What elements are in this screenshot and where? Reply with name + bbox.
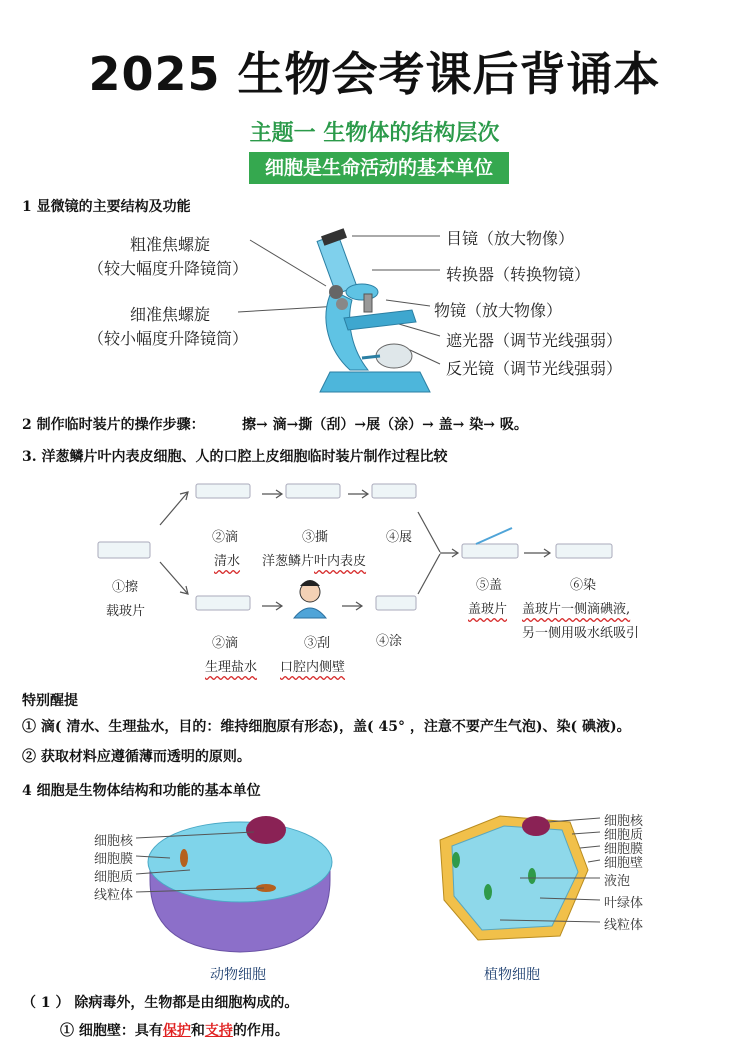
coarse-focus-desc: （较大幅度升降镜筒） [88, 259, 249, 278]
section-banner: 细胞是生命活动的基本单位 [249, 152, 509, 184]
footer-line1: （ 1 ） 除病毒外，生物都是由细胞构成的。 [22, 995, 299, 1011]
fine-focus-label: 细准焦螺旋 [130, 305, 211, 324]
upper-step4-num: ④展 [386, 530, 413, 545]
step1-text: 载玻片 [106, 604, 146, 619]
lower-step4-num: ④涂 [376, 634, 403, 649]
step6-num: ⑥染 [570, 578, 597, 593]
footer-line2-pre: ① 细胞壁：具有 [60, 1023, 163, 1039]
microscope-icon [317, 228, 430, 392]
animal-label-nucleus: 细胞核 [94, 834, 134, 849]
section4-heading: 4 细胞是生物体结构和功能的基本单位 [22, 783, 261, 799]
upper-step3-text-underlined: 叶内表皮 [314, 554, 367, 569]
microscope-diagram [0, 0, 749, 420]
fine-focus-desc: （较小幅度升降镜筒） [88, 329, 249, 348]
section2-steps: 擦→ 滴→撕（刮）→展（涂）→ 盖→ 染→ 吸。 [242, 417, 528, 433]
footer-line2-post: 的作用。 [232, 1023, 289, 1039]
plant-label-cytoplasm: 细胞质 [604, 828, 644, 843]
reminder-line1: ① 滴( 清水、生理盐水，目的：维持细胞原有形态)，盖( 45° ，注意不要产生气泡)、染( 碘液)。 [22, 719, 631, 735]
animal-cell-caption: 动物细胞 [210, 967, 266, 983]
section1-heading: 1 显微镜的主要结构及功能 [22, 199, 191, 215]
footer-line2 [60, 1020, 289, 1040]
plant-label-membrane: 细胞膜 [604, 842, 644, 857]
step1-num: ①擦 [112, 580, 139, 595]
step6-text-1: 盖玻片一侧滴碘液, [522, 602, 631, 617]
plant-label-mitochondria: 线粒体 [604, 918, 644, 933]
section2-heading: 2 制作临时装片的操作步骤： [22, 417, 205, 433]
upper-step3-text-plain: 洋葱鳞片 [262, 554, 315, 569]
reminder-heading: 特别醒提 [22, 693, 78, 709]
coverslip-icon [476, 528, 512, 544]
person-icon [294, 580, 326, 618]
plant-label-wall: 细胞壁 [604, 856, 644, 871]
slide-process-diagram [0, 470, 749, 680]
diaphragm-label: 遮光器（调节光线强弱） [446, 331, 623, 350]
lower-step2-num: ②滴 [212, 636, 239, 651]
mirror-label: 反光镜（调节光线强弱） [446, 359, 623, 378]
step5-text: 盖玻片 [468, 602, 508, 617]
footer-keyword-support: 支持 [204, 1023, 233, 1039]
plant-cell-caption: 植物细胞 [484, 967, 540, 983]
animal-label-cytoplasm: 细胞质 [94, 870, 134, 885]
footer-line2-mid: 和 [190, 1023, 205, 1039]
nosepiece-label: 转换器（转换物镜） [446, 265, 591, 284]
animal-label-mitochondria: 线粒体 [94, 888, 134, 903]
reminder-line2: ② 获取材料应遵循薄而透明的原则。 [22, 749, 251, 765]
animal-label-membrane: 细胞膜 [94, 852, 134, 867]
upper-step3-num: ③撕 [302, 530, 329, 545]
step5-num: ⑤盖 [476, 578, 503, 593]
page-title: 2025 生物会考课后背诵本 [88, 47, 661, 101]
plant-label-nucleus: 细胞核 [604, 814, 644, 829]
objective-label: 物镜（放大物像） [434, 301, 563, 320]
eyepiece-label: 目镜（放大物像） [446, 229, 575, 248]
plant-label-chloroplast: 叶绿体 [604, 896, 644, 911]
section3-heading: 3. 洋葱鳞片叶内表皮细胞、人的口腔上皮细胞临时装片制作过程比较 [22, 449, 448, 465]
lower-step3-num: ③刮 [304, 636, 331, 651]
upper-step2-num: ②滴 [212, 530, 239, 545]
step6-text-2: 另一侧用吸水纸吸引 [522, 626, 640, 641]
upper-step3-text [262, 550, 366, 569]
plant-label-vacuole: 液泡 [604, 874, 631, 889]
lower-step3-text: 口腔内侧壁 [280, 660, 346, 675]
coarse-focus-label: 粗准焦螺旋 [130, 235, 211, 254]
lower-step2-text: 生理盐水 [205, 660, 258, 675]
topic-heading: 主题一 生物体的结构层次 [249, 121, 500, 146]
upper-step2-text: 清水 [214, 554, 241, 569]
slide-sketch [98, 542, 150, 558]
footer-keyword-protect: 保护 [162, 1023, 191, 1039]
